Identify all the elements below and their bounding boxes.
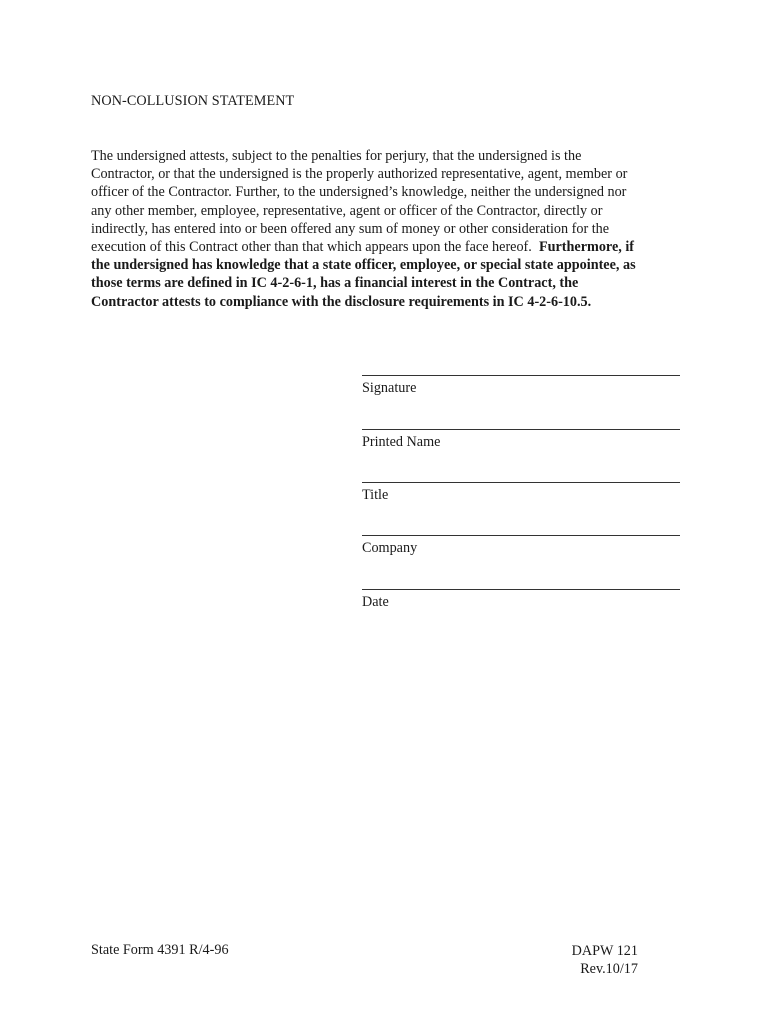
title-line[interactable] [362,482,680,483]
date-label: Date [362,594,389,610]
paragraph-line [91,147,691,165]
line-text: officer of the Contractor. Further, to the undersigned’s knowledge, neither the undersigned nor [91,184,627,201]
printed-name-label: Printed Name [362,434,441,450]
signature-label: Signature [362,380,417,396]
paragraph-line [91,183,691,201]
company-label: Company [362,540,418,556]
line-text: The undersigned attests, subject to the penalties for perjury, that the undersigned is the [91,148,582,164]
line-bold-text: the undersigned has knowledge that a state officer, employee, or special state appointee, as [91,257,636,274]
paragraph-line [91,165,691,183]
line-text: any other member, employee, representative, agent or officer of the Contractor, directly or [91,202,603,219]
line-text: execution of this Contract other than that which appears upon the face hereof. [91,239,539,256]
document-title: NON-COLLUSION STATEMENT [91,93,295,109]
line-bold-text: those terms are defined in IC 4-2-6-1, has a financial interest in the Contract, the [91,275,579,292]
company-field[interactable] [362,535,680,557]
company-line[interactable] [362,535,680,536]
line-text: indirectly, has entered into or been offered any sum of money or other consideration for the [91,220,610,237]
paragraph-line [91,256,691,274]
date-field[interactable] [362,589,680,611]
printed-name-line[interactable] [362,429,680,430]
paragraph-line [91,274,691,292]
revision-date: Rev.10/17 [580,961,638,977]
paragraph-line [91,202,691,220]
paragraph-line [91,293,691,311]
date-line[interactable] [362,589,680,590]
form-code: DAPW 121 [571,943,638,959]
form-revision [560,942,638,978]
line-bold-text: Contractor attests to compliance with the disclosure requirements in IC 4-2-6-10.5. [91,293,592,310]
signature-line[interactable] [362,375,680,376]
line-bold-text: Furthermore, if [538,239,635,256]
line-text: Contractor, or that the undersigned is the properly authorized representative, agent, member or [91,166,628,183]
title-label: Title [362,487,389,503]
paragraph-line [91,220,691,238]
form-number: State Form 4391 R/4-96 [91,942,229,958]
title-field[interactable] [362,482,680,504]
printed-name-field[interactable] [362,429,680,451]
paragraph-line [91,238,691,256]
statement-paragraph [91,147,691,311]
signature-field[interactable] [362,375,680,397]
